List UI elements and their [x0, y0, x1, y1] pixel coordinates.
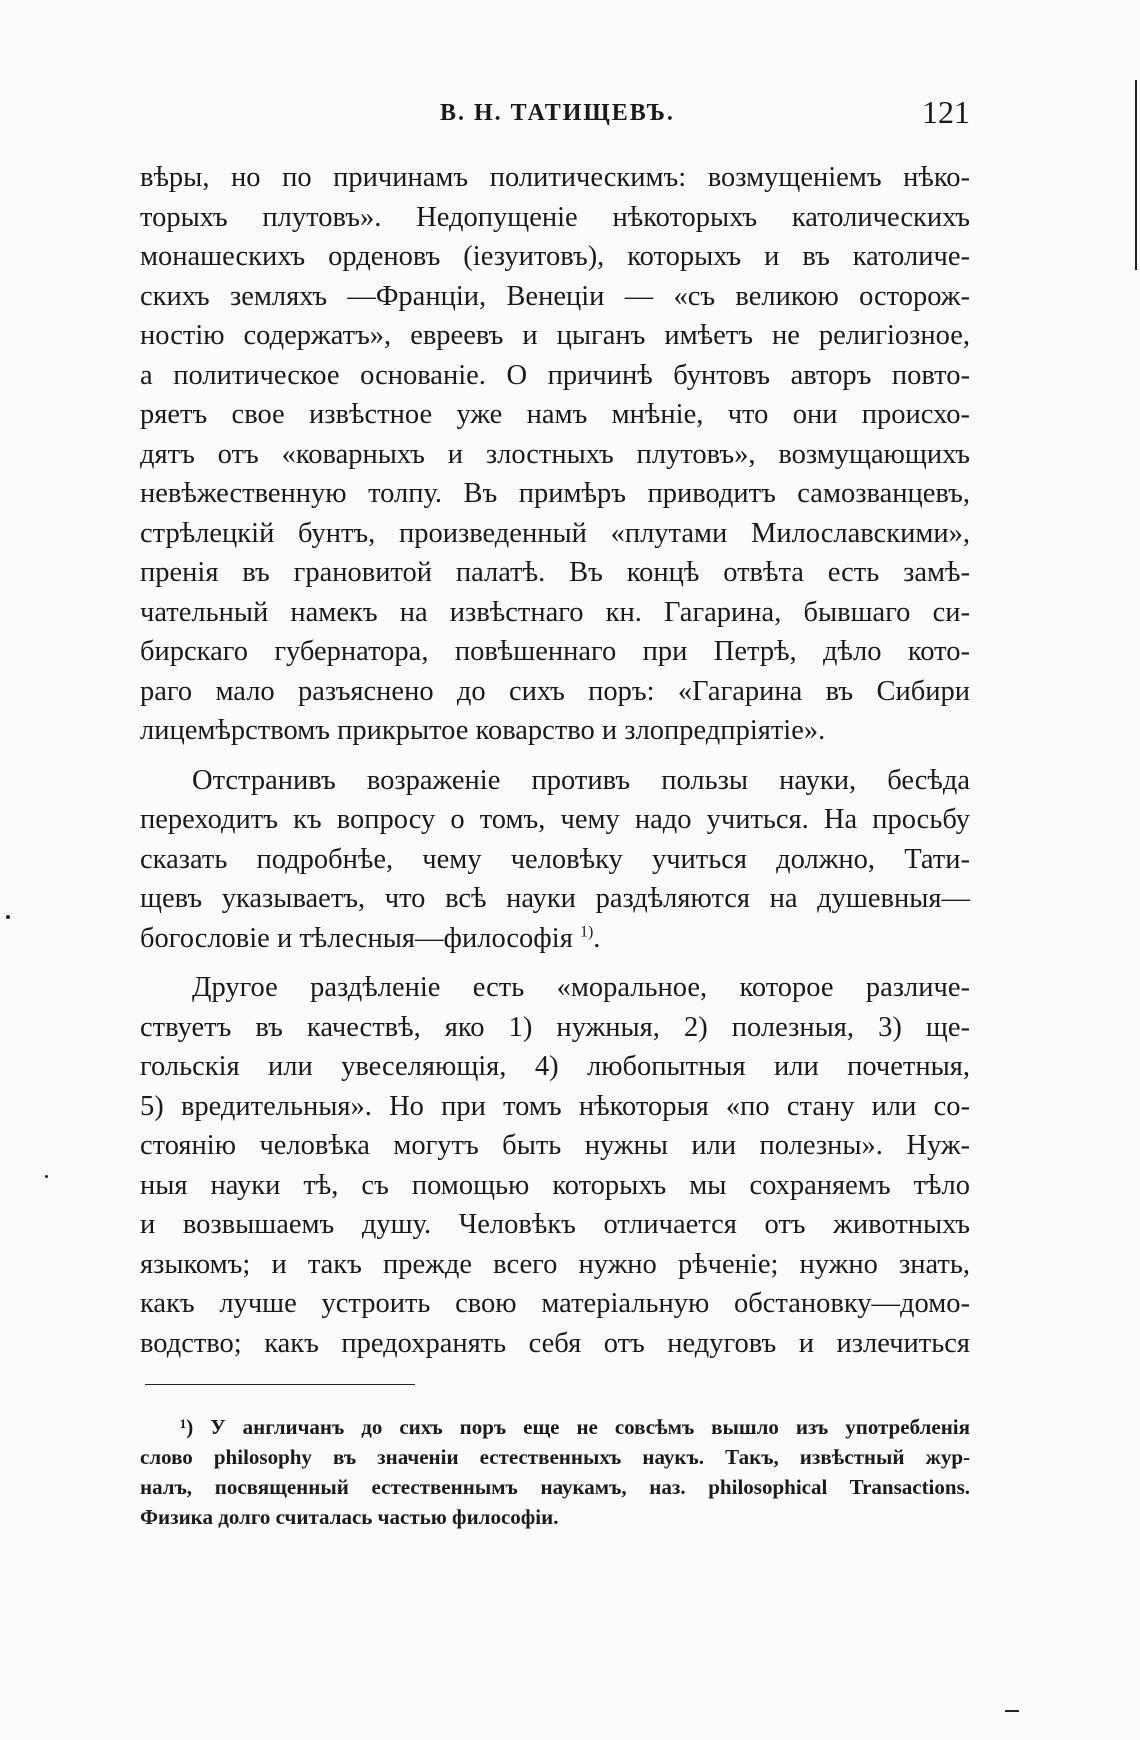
text-line: ряетъ свое извѣстное уже намъ мнѣніе, что они происхо- — [140, 399, 970, 430]
page-number: 121 — [922, 94, 970, 130]
footnote-reference[interactable]: 1) — [579, 923, 594, 940]
running-title: В. Н. ТАТИЩЕВЪ. — [440, 100, 675, 126]
text-line: монашескихъ орденовъ (iезуитовъ), которыхъ и въ католиче- — [140, 241, 970, 272]
paragraph-1 — [140, 158, 970, 751]
text-line: ныя науки тѣ, съ помощью которыхъ мы сохраняемъ тѣло — [140, 1169, 970, 1201]
footnote — [140, 1412, 970, 1532]
sentence-end: . — [593, 922, 601, 954]
footnote-line: налъ, посвященный естественнымъ наукамъ, наз. philosophical Transactions. — [140, 1475, 970, 1499]
text-line: пренія въ грановитой палатѣ. Въ концѣ отвѣта есть замѣ- — [140, 557, 970, 588]
footnote-marker: ¹) — [180, 1415, 194, 1439]
text-line: чательный намекъ на извѣстнаго кн. Гагарина, бывшаго си- — [140, 596, 970, 628]
text-line: 5) вредительныя». Но при томъ нѣкоторыя «по стану или со- — [140, 1090, 970, 1122]
body-text — [140, 158, 970, 1373]
text-line: стоянію человѣка могутъ быть нужны или полезны». Нуж- — [140, 1130, 970, 1161]
text-line: ностію содержатъ», евреевъ и цыганъ имѣетъ не религіозное, — [140, 320, 970, 351]
page-header — [140, 94, 970, 140]
text-line — [140, 919, 970, 959]
paragraph-2 — [140, 761, 970, 959]
text-line: какъ лучше устроить свою матеріальную обстановку—домо- — [140, 1288, 970, 1319]
text-line: стрѣлецкій бунтъ, произведенный «плутами Милославскими», — [140, 517, 970, 549]
text-line: бирскаго губернатора, повѣшеннаго при Петрѣ, дѣло кото- — [140, 636, 970, 667]
text-line: языкомъ; и такъ прежде всего нужно рѣченіе; нужно знать, — [140, 1248, 970, 1280]
footnote-text: У англичанъ до сихъ поръ еще не совсѣмъ вышло изъ употребленія — [210, 1415, 971, 1439]
scan-speck — [45, 1175, 48, 1178]
text-line: вѣры, но по причинамъ политическимъ: возмущеніемъ нѣко- — [140, 162, 970, 193]
text-line: переходитъ къ вопросу о томъ, чему надо учиться. На просьбу — [140, 804, 970, 835]
text-line: торыхъ плутовъ». Недопущеніе нѣкоторыхъ католическихъ — [140, 201, 970, 233]
paragraph-3 — [140, 968, 970, 1363]
text-line: невѣжественную толпу. Въ примѣръ приводитъ самозванцевъ, — [140, 478, 970, 509]
text-line: лицемѣрствомъ прикрытое коварство и злопредпріятіе». — [140, 715, 826, 746]
footnote-divider — [145, 1384, 415, 1385]
text-line: дятъ отъ «коварныхъ и злостныхъ плутовъ», возмущающихъ — [140, 438, 970, 470]
scan-edge-line — [1135, 80, 1137, 270]
scan-speck — [6, 915, 10, 919]
scan-speck — [1005, 1710, 1019, 1712]
text-line: ствуетъ въ качествѣ, яко 1) нужныя, 2) полезныя, 3) ще- — [140, 1011, 970, 1043]
text-line: водство; какъ предохранять себя отъ недуговъ и излечиться — [140, 1327, 970, 1359]
text-line: сказать подробнѣе, чему человѣку учиться должно, Тати- — [140, 843, 970, 875]
text-line: раго мало разъяснено до сихъ поръ: «Гагарина въ Сибири — [140, 675, 970, 707]
footnote-line — [140, 1412, 970, 1442]
text-line: щевъ указываетъ, что всѣ науки раздѣляются на душевныя— — [140, 883, 970, 914]
text-line-content: богословіе и тѣлесныя—философія — [140, 922, 573, 954]
text-line: гольскія или увеселяющія, 4) любопытныя или почетныя, — [140, 1051, 970, 1082]
footnote-line: слово philosophy въ значеніи естественныхъ наукъ. Такъ, извѣстный жур- — [140, 1445, 970, 1469]
text-line: и возвышаемъ душу. Человѣкъ отличается отъ животныхъ — [140, 1209, 970, 1240]
text-line: Другое раздѣленіе есть «моральное, которое различе- — [192, 972, 970, 1003]
text-line: скихъ земляхъ —Франціи, Венеціи — «съ великою осторож- — [140, 280, 970, 312]
text-line: Отстранивъ возраженіе противъ пользы науки, бесѣда — [192, 764, 970, 796]
text-line: а политическое основаніе. О причинѣ бунтовъ авторъ повто- — [140, 359, 970, 391]
footnote-line: Физика долго считалась частью философіи. — [140, 1505, 559, 1529]
